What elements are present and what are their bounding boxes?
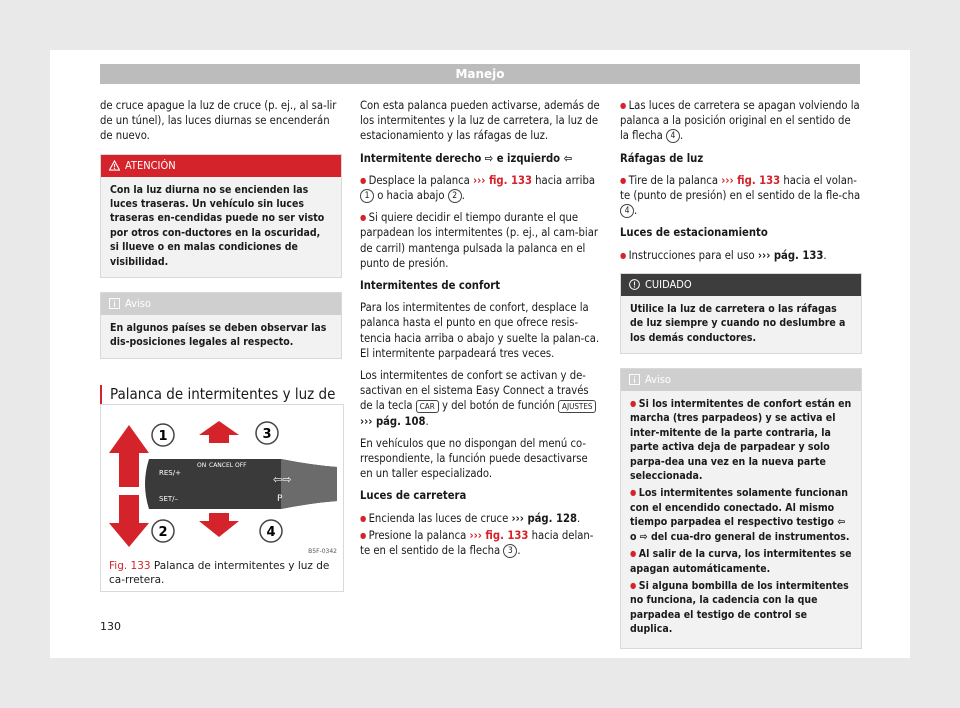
column-1 (100, 98, 342, 437)
turn-bullet-2: ● Si quiere decidir el tiempo durante el que parpadean los intermitentes (p. ej., al cam-biar de carril) mantenga pulsada la palanca en el punto de presión. (360, 210, 602, 271)
note-header (101, 293, 341, 315)
warning-title: ATENCIÓN (125, 158, 176, 172)
caution-header (621, 274, 861, 296)
callout-ref: 3 (503, 544, 517, 558)
text: Encienda las luces de cruce (368, 511, 509, 525)
note-header-2 (621, 369, 861, 391)
callout-ref: 1 (360, 189, 374, 203)
page-link[interactable]: ››› pág. 108 (360, 414, 426, 428)
intro-text: de cruce apague la luz de cruce (p. ej., al sa-lir de un túnel), las luces diurnas se encenderán de nuevo. (100, 99, 337, 143)
comfort-p2: Los intermitentes de confort se activan y de-sactivan en el sistema Easy Connect a través de la tecla CAR y del botón de función AJUSTES ››› pág. 108. (360, 368, 602, 429)
figure-133 (100, 404, 344, 592)
page-link[interactable]: ››› pág. 128 (511, 511, 577, 525)
text: y del botón de función (441, 399, 555, 413)
note-box (100, 292, 342, 359)
figure-caption (101, 555, 343, 591)
callout-2-label: 2 (158, 525, 168, 540)
note-title-2: Aviso (645, 373, 671, 387)
text: Instrucciones para el uso (628, 248, 755, 262)
comfort-p1: Para los intermitentes de confort, desplace la palanca hasta el punto en que ofrece resis-tencia hacia arriba o abajo y suelte la palan-ca. El intermitente parpadeará tres veces. (360, 301, 600, 360)
text: Presione la palanca (368, 528, 467, 542)
text: Las luces de carretera se apagan volviendo la palanca a la posición original en el sentido de la flecha (620, 99, 860, 143)
caution-box (620, 273, 862, 354)
note-item: ● Al salir de la curva, los intermitentes se apagan automáticamente. (630, 547, 852, 576)
heading-comfort: Intermitentes de confort (360, 279, 501, 293)
note-title: Aviso (125, 297, 151, 311)
warning-icon (109, 160, 120, 171)
text: Desplace la palanca (368, 173, 470, 187)
turn-signal-icon: ⇦⇨ (273, 473, 292, 486)
cancel-label: CANCEL (209, 462, 234, 469)
parking-bullet: ● Instrucciones para el uso ››› pág. 133. (620, 248, 862, 263)
figure-code: B5F-0342 (308, 548, 337, 555)
fig-link[interactable]: ››› fig. 133 (721, 173, 781, 187)
note-item: ● Si los intermitentes de confort están en marcha (tres parpadeos) y se activa el inter-mitente de la parte contraria, la parte activa deja de parpadear y solo parpa-dea una vez en la nueva parte seleccionada. (630, 397, 852, 483)
callout-3-label: 3 (262, 427, 272, 442)
heading-flash: Ráfagas de luz (620, 151, 704, 165)
callout-1-label: 1 (158, 429, 168, 444)
arrow-2-down-left (109, 495, 149, 547)
warning-box (100, 154, 342, 278)
lever-illustration (101, 405, 341, 555)
text: hacia el volan-te (punto de presión) en el sentido de la fle-cha (620, 173, 861, 203)
note-body: En algunos países se deben observar las dis-posiciones legales al respecto. (101, 315, 341, 358)
comfort-p3: En vehículos que no dispongan del menú co-rrespondiente, la función puede desactivarse en un taller especializado. (360, 436, 588, 481)
set-label: SET/– (159, 495, 179, 503)
arrow-3-forward (199, 421, 239, 443)
note-body-2 (621, 391, 861, 648)
info-icon (629, 374, 640, 385)
callout-ref: 2 (448, 189, 462, 203)
heading-turn-signals: Intermitente derecho ⇨ e izquierdo ⇦ (360, 151, 573, 165)
parking-light-icon: P (277, 494, 283, 504)
arrow-1-up-left (109, 425, 149, 487)
callout-ref: 4 (620, 204, 634, 218)
text: hacia arriba (535, 173, 596, 187)
col2-intro: Con esta palanca pueden activarse, además de los intermitentes y la luz de carretera, la luz de estacionamiento y las ráfagas de luz. (360, 99, 600, 143)
high-bullet-2: ● Presione la palanca ››› fig. 133 hacia delan-te en el sentido de la flecha 3 . (360, 528, 602, 558)
caution-title: CUIDADO (645, 277, 692, 291)
car-key-icon: CAR (416, 400, 439, 413)
text: Tire de la palanca (628, 173, 719, 187)
fig-link[interactable]: ››› fig. 133 (469, 528, 529, 542)
warning-body: Con la luz diurna no se encienden las luces traseras. Un vehículo sin luces traseras en-cendidas puede no ser visto por otros con-ductores en la oscuridad, si llueve o en malas condiciones de visibilidad. (101, 177, 341, 277)
text: o hacia abajo (377, 189, 445, 203)
flash-bullet: ● Tire de la palanca ››› fig. 133 hacia el volan-te (punto de presión) en el sentido de la fle-cha 4 . (620, 173, 862, 219)
heading-high-beam: Luces de carretera (360, 489, 467, 503)
caution-body: Utilice la luz de carretera o las ráfagas de luz siempre y cuando no deslumbre a los demás conductores. (621, 296, 861, 353)
lever-diagram (101, 405, 341, 555)
callout-4-label: 4 (266, 525, 276, 540)
page-header: Manejo (100, 64, 860, 84)
high-bullet-1: ● Encienda las luces de cruce ››› pág. 128. (360, 511, 602, 526)
info-icon (109, 298, 120, 309)
text: Los intermitentes de confort se activan y de-sactivan en el sistema Easy Connect a través de la tecla (360, 369, 589, 413)
note-box-2 (620, 368, 862, 649)
heading-parking: Luces de estacionamiento (620, 226, 768, 240)
caution-icon (629, 279, 640, 290)
fig-link[interactable]: ››› fig. 133 (473, 173, 532, 187)
res-label: RES/+ (159, 469, 181, 477)
arrow-4-back (199, 513, 239, 537)
on-label: ON (197, 462, 207, 469)
turn-bullet-1: ● Desplace la palanca ››› fig. 133 hacia arriba 1 o hacia abajo 2 . (360, 173, 602, 203)
note-item: ● Si alguna bombilla de los intermitentes no funciona, la cadencia con la que parpadea el testigo de control se duplica. (630, 579, 852, 637)
figure-caption-text: Palanca de intermitentes y luz de ca-rretera. (109, 560, 330, 586)
column-3 (620, 98, 862, 663)
text: hacia delan-te en el sentido de la flecha (360, 528, 594, 558)
page-link[interactable]: ››› pág. 133 (757, 248, 824, 262)
section-title: Palanca de intermitentes y luz de (100, 385, 342, 423)
high-off-bullet: ● Las luces de carretera se apagan volviendo la palanca a la posición original en el sentido de la flecha 4 . (620, 98, 862, 144)
callout-ref: 4 (666, 129, 680, 143)
off-label: OFF (235, 462, 247, 469)
column-2 (360, 98, 602, 565)
note-item: ● Los intermitentes solamente funcionan con el encendido conectado. Al mismo tiempo parpadea el respectivo testigo ⇦ o ⇨ del cua-dro general de instrumentos. (630, 486, 852, 544)
warning-header (101, 155, 341, 177)
figure-ref: Fig. 133 (109, 560, 151, 572)
ajustes-key: AJUSTES (558, 400, 596, 413)
page-number: 130 (100, 620, 121, 633)
